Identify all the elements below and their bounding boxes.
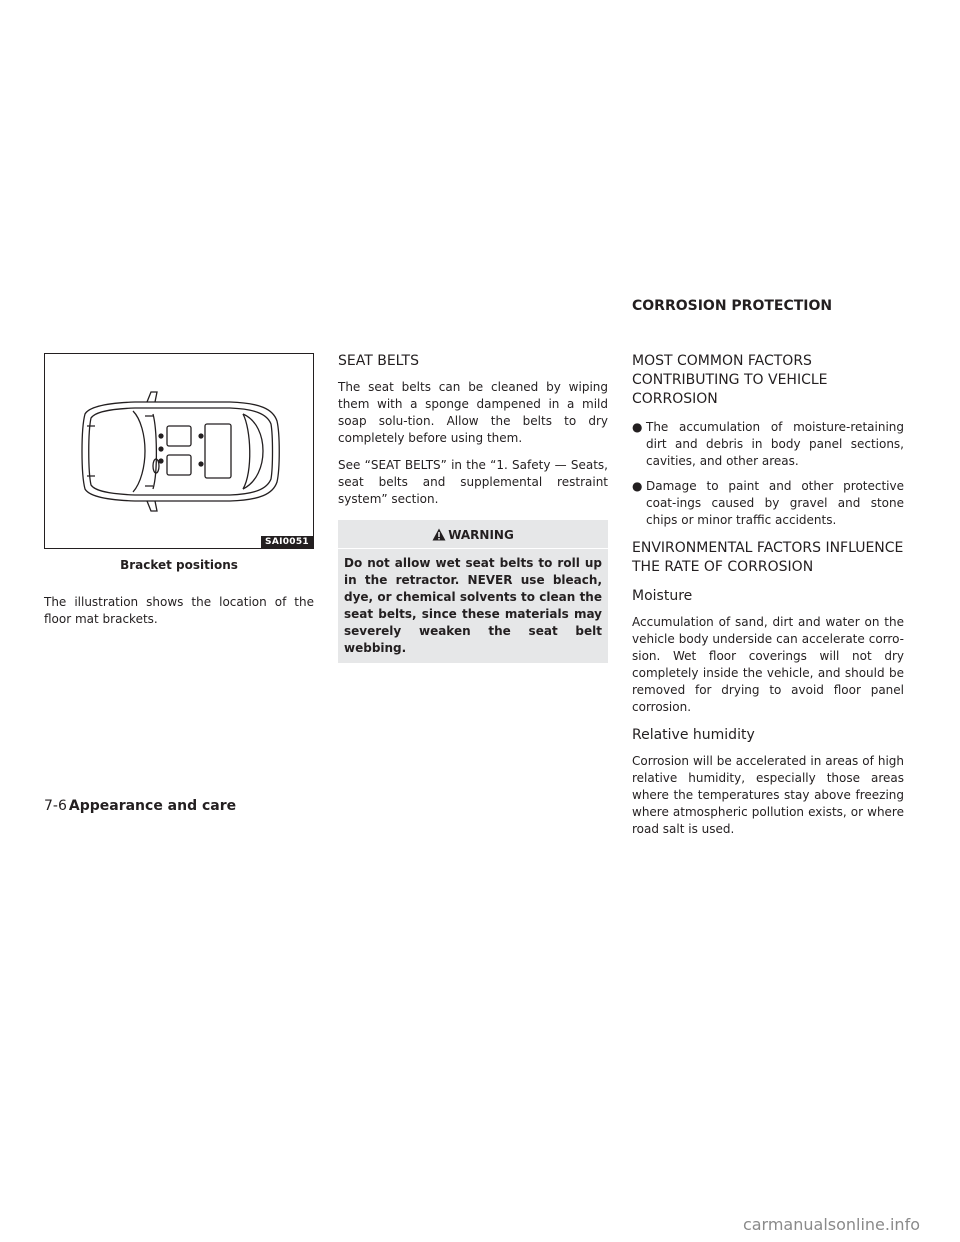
seat-belts-paragraph-2: See “SEAT BELTS” in the “1. Safety — Seats, seat belts and supplemental restraint system” section. [338,458,608,506]
common-factors-heading-line-3: CORROSION [632,391,718,407]
section-heading: CORROSION PROTECTION [632,298,833,314]
environmental-factors-heading-line-1: ENVIRONMENTAL FACTORS INFLUENCE [632,540,904,556]
warning-box [338,520,608,663]
common-factors-heading [632,352,904,409]
figure-caption: Bracket positions [120,558,238,572]
floor-mat-bracket-description: The illustration shows the location of the floor mat brackets. [44,595,314,626]
common-factors-heading-line-2: CONTRIBUTING TO VEHICLE [632,372,828,388]
seat-belts-heading: SEAT BELTS [338,353,419,369]
warning-title [344,524,602,548]
environmental-factors-heading [632,539,904,577]
relative-humidity-heading: Relative humidity [632,727,755,743]
figure-code: SAI0051 [261,536,313,548]
page-number: 7-6 [44,798,67,814]
chapter-title: Appearance and care [68,798,237,814]
bullet-text: The accumulation of moisture-retaining dirt and debris in body panel sections, cavities, and other areas. [646,420,904,468]
list-item [632,478,904,529]
relative-humidity-paragraph: Corrosion will be accelerated in areas of high relative humidity, especially those areas where the temperatures stay above freezing where atmospheric pollution exists, or where road salt is used. [632,754,904,836]
environmental-factors-heading-line-2: THE RATE OF CORROSION [632,559,814,575]
moisture-heading: Moisture [632,588,693,604]
corrosion-factors-section [632,352,904,838]
warning-title-text: WARNING [448,528,514,542]
common-factors-heading-line-1: MOST COMMON FACTORS [632,353,812,369]
bullet-icon: ● [632,420,643,434]
list-item [632,419,904,470]
seat-belts-section [338,352,608,663]
warning-text: Do not allow wet seat belts to roll up in the retractor. NEVER use bleach, dye, or chemical solvents to clean the seat belts, since these materials may severely weaken the seat belt webbing. [344,556,602,655]
seat-belts-paragraph-1: The seat belts can be cleaned by wiping them with a sponge dampened in a mild soap solu-tion. Allow the belts to dry completely before using them. [338,380,608,445]
page-footer [44,798,236,814]
factors-bullet-list [632,419,904,529]
bullet-text: Damage to paint and other protective coat-ings caused by gravel and stone chips or minor traffic accidents. [646,479,904,527]
car-top-view-illustration [45,354,313,548]
moisture-paragraph: Accumulation of sand, dirt and water on the vehicle body underside can accelerate corro-sion. Wet floor coverings will not dry completely inside the vehicle, and should be removed for drying to avoid floor panel corrosion. [632,615,904,714]
watermark: carmanualsonline.info [742,1215,920,1234]
figure-frame [44,353,314,549]
warning-triangle-icon [432,528,446,541]
warning-divider [338,548,608,549]
bullet-icon: ● [632,479,643,493]
